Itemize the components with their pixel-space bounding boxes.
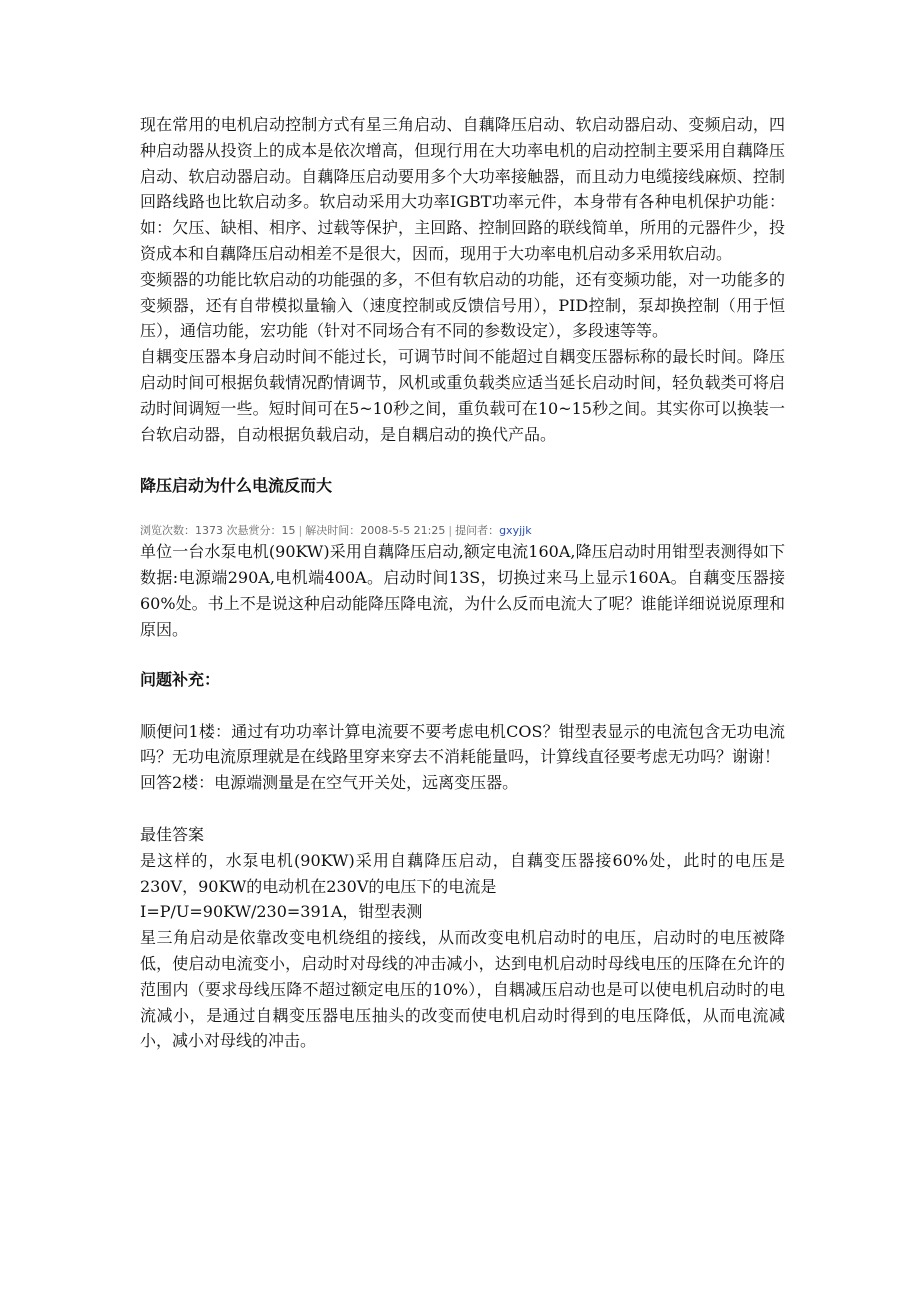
intro-paragraph-3: 自耦变压器本身启动时间不能过长，可调节时间不能超过自耦变压器标称的最长时间。降压启动时间可根据负载情况酌情调节，风机或重负载类应适当延长启动时间，轻负载类可将启动时间调短一些。短时间可在5~10秒之间，重负载可在10~15秒之间。其实你可以换装一台软启动器，自动根据负载启动，是自耦启动的换代产品。 (140, 347, 785, 444)
supplement-line-1: 顺便问1楼：通过有功功率计算电流要不要考虑电机COS？钳型表显示的电流包含无功电流吗？无功电流原理就是在线路里穿来穿去不消耗能量吗，计算线直径要考虑无功吗？谢谢！ (140, 721, 785, 767)
best-answer-line-3: 星三角启动是依靠改变电机绕组的接线，从而改变电机启动时的电压，启动时的电压被降低，使启动电流变小，启动时对母线的冲击减小，达到电机启动时母线电压的压降在允许的范围内（要求母线压降不超过额定电压的10%），自耦减压启动也是可以使电机启动时的电流减小，是通过自耦变压器电压抽头的改变而使电机启动时得到的电压降低，从而电流减小，减小对母线的冲击。 (140, 928, 785, 1051)
view-count: 浏览次数：1373 次 (140, 524, 238, 538)
question-title: 降压启动为什么电流反而大 (140, 476, 333, 496)
bounty-score: 悬赏分：15 (237, 524, 296, 538)
question-body: 单位一台水泵电机(90KW)采用自藕降压启动,额定电流160A,降压启动时用钳型表测得如下数据:电源端290A,电机端400A。启动时间13S，切换过来马上显示160A。自藕变压器接60%处。书上不是说这种启动能降压降电流，为什么反而电流大了呢？谁能详细说说原理和原因。 (140, 542, 785, 639)
intro-paragraph-1: 现在常用的电机启动控制方式有星三角启动、自藕降压启动、软启动器启动、变频启动，四种启动器从投资上的成本是依次增高，但现行用在大功率电机的启动控制主要采用自藕降压启动、软启动器启动。自藕降压启动要用多个大功率接触器，而且动力电缆接线麻烦、控制回路线路也比软启动多。软启动采用大功率IGBT功率元件，本身带有各种电机保护功能：如：欠压、缺相、相序、过载等保护，主回路、控制回路的联线简单，所用的元器件少，投资成本和自藕降压启动相差不是很大，因而，现用于大功率电机启动多采用软启动。 (140, 115, 785, 263)
document-body (140, 112, 785, 1054)
best-answer-line-1: 是这样的，水泵电机(90KW)采用自藕降压启动，自藕变压器接60%处，此时的电压是230V，90KW的电动机在230V的电压下的电流是 (140, 850, 785, 896)
asker-link[interactable]: gxyjjk (499, 524, 532, 538)
asker-label: 提问者： (455, 524, 500, 538)
question-meta (140, 523, 785, 539)
best-answer-line-2: I=P/U=90KW/230=391A，钳型表测 (140, 902, 423, 922)
best-answer-content (140, 848, 785, 1054)
solved-time: 解决时间：2008-5-5 21:25 (305, 524, 446, 538)
meta-separator: | (298, 524, 303, 538)
intro-paragraph-2: 变频器的功能比软启动的功能强的多，不但有软启动的功能，还有变频功能，对一功能多的变频器，还有自带模拟量输入（速度控制或反馈信号用），PID控制，泵却换控制（用于恒压），通信功能，宏功能（针对不同场合有不同的参数设定），多段速等等。 (140, 269, 785, 341)
supplement-line-2: 回答2楼：电源端测量是在空气开关处，远离变压器。 (140, 773, 519, 793)
supplement-heading: 问题补充： (140, 669, 221, 689)
supplement-content (140, 719, 785, 796)
meta-separator: | (448, 524, 453, 538)
best-answer-label: 最佳答案 (140, 824, 205, 844)
